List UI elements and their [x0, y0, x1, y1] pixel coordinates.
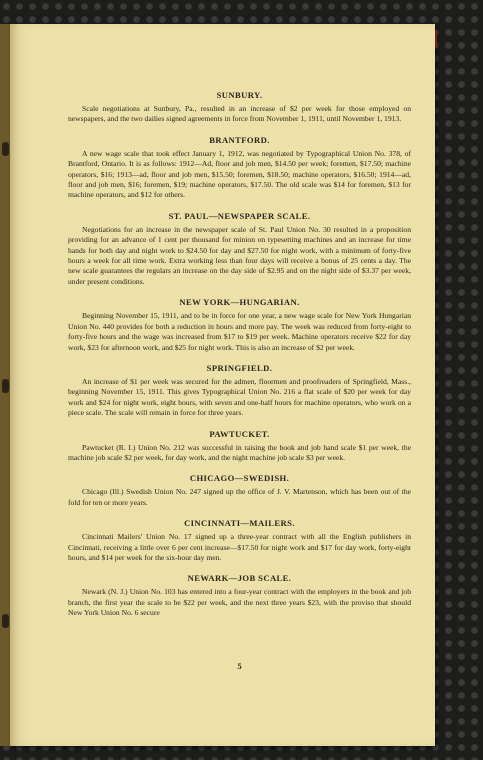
section-heading-pawtucket: PAWTUCKET.	[209, 428, 270, 439]
section-heading-chicago-swedish: CHICAGO—SWEDISH.	[189, 473, 290, 484]
document-page	[10, 24, 435, 746]
book-binding	[0, 24, 10, 746]
section-text-brantford: A new wage scale that took effect January 1, 1912, was negotiated by Typographical Union No. 378, of Brantford, Ontario. It is as follows: 1912—Ad, floor and job men, $14.50 per week; foremen, $17.50; machine operators, $16; 1913—ad, floor and job men, $15.50; foremen, $18.50; machine operators, $16.50; 1914—ad, floor and job men, $16; foremen, $19; machine operators, $17.50. The old scale was $14 for foremen, $13 for machine operators, and $12 for others.	[68, 148, 411, 200]
section-text-cincinnati-mailers: Cincinnati Mailers' Union No. 17 signed up a three-year contract with all the English publishers in Cincinnati, receiving a little over 6 per cent increase—$17.50 for night work and $17 for day work, forty-eight hours, and $14 per week for the six-hour day men.	[68, 532, 411, 562]
section-text-st-paul: Negotiations for an increase in the newspaper scale of St. Paul Union No. 30 resulted in a proposition providing for an advance of 1 cent per thousand for minion on typesetting machines and an increase for time hands for both day and night work to $24.50 for day and $27.50 for night work, with a minimum of forty-five hours a week for all time work. Extra working less than four days will receive a bonus of 25 cents a day. The new scale guarantees the regulars an increase on the day side of $2.95 and on the night side of $3.37 per week, under present conditions.	[68, 224, 411, 286]
section-text-new-york-hungarian: Beginning November 15, 1911, and to be in force for one year, a new wage scale for New York Hungarian Union No. 440 provides for both a reduction in hours and more pay. The week was reduced from forty-eight to forty-five hours and the wage was increased from $17 to $19 per week. Machine operators receive $22 for day work, $23 for afternoon work, and $25 for night work. This is also an increase of $2 per week.	[68, 311, 411, 352]
section-heading-springfield: SPRINGFIELD.	[206, 362, 273, 373]
section-heading-sunbury: SUNBURY.	[216, 90, 263, 100]
page-number: 5	[237, 661, 242, 671]
binding-hole	[2, 142, 9, 156]
section-heading-cincinnati-mailers: CINCINNATI—MAILERS.	[184, 518, 295, 529]
section-text-sunbury: Scale negotiations at Sunbury, Pa., resulted in an increase of $2 per week for those employed on newspapers, and the two dailies signed agreements in force from November 1, 1911, until November 1, 1913.	[68, 104, 411, 124]
page-content	[68, 90, 411, 671]
section-heading-new-york-hungarian: NEW YORK—HUNGARIAN.	[179, 297, 300, 308]
binding-hole	[2, 379, 9, 393]
section-text-springfield: An increase of $1 per week was secured for the admen, floormen and proofreaders of Springfield, Mass., beginning November 15, 1911. This gives Typographical Union No. 216 a flat scale of $20 per week for day work and $24 for night work, eight hours, with seven and one-half hours for machine operators, who work on a piece scale. The scale will remain in force for three years.	[68, 376, 411, 418]
section-heading-brantford: BRANTFORD.	[209, 134, 270, 145]
section-heading-st-paul: ST. PAUL—NEWSPAPER SCALE.	[168, 210, 311, 221]
section-heading-newark-job-scale: NEWARK—JOB SCALE.	[187, 573, 292, 584]
section-text-newark-job-scale: Newark (N. J.) Union No. 103 has entered into a four-year contract with the employers in the book and job branch, the first year the scale to be $22 per week, and the next three years $23, with the proviso that should New York Union No. 6 secure	[68, 587, 411, 618]
section-text-pawtucket: Pawtucket (R. I.) Union No. 212 was successful in raising the book and job hand scale $1 per week, the machine job scale $2 per week, for day work, and the night machine job scale $3 per week.	[68, 442, 411, 462]
section-text-chicago-swedish: Chicago (Ill.) Swedish Union No. 247 signed up the office of J. V. Martenson, which has been out of the fold for ten or more years.	[68, 487, 411, 507]
binding-hole	[2, 614, 9, 628]
